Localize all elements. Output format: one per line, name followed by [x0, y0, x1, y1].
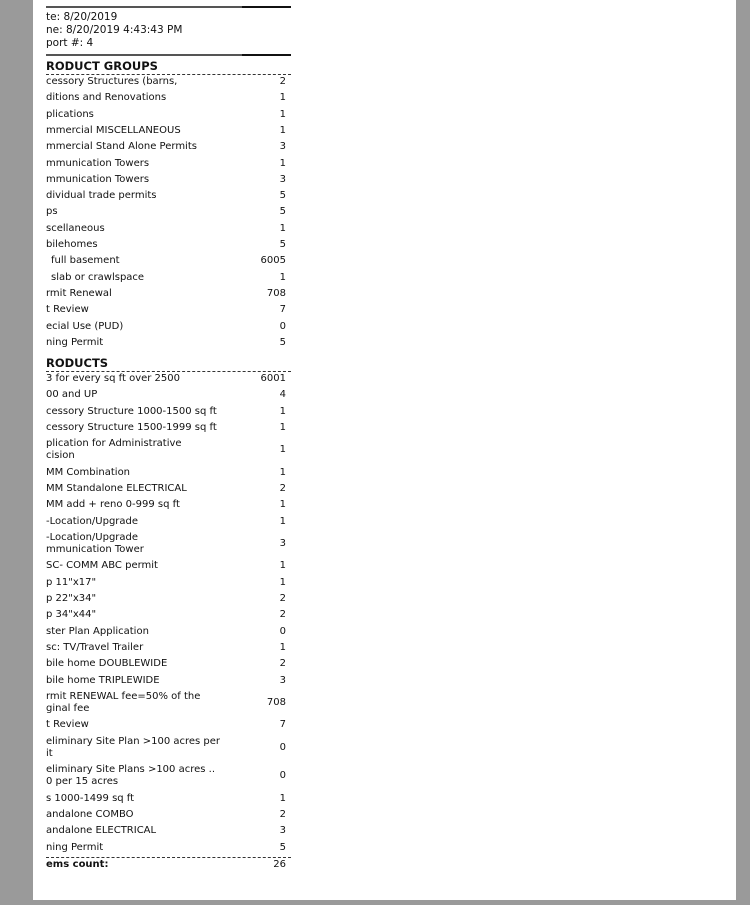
table-row [46, 206, 286, 218]
row-label: p 11"x17" [46, 576, 97, 588]
row-value: 1 [279, 157, 286, 169]
row-value: 0 [279, 741, 286, 753]
table-row [46, 675, 286, 687]
row-value: 2 [279, 483, 286, 494]
row-label: cessory Structure 1500-1999 sq ft [46, 421, 217, 433]
row-label: MM Combination [46, 466, 131, 478]
top-rule [46, 6, 291, 8]
table-row [46, 125, 286, 137]
row-label-continued: ginal fee [46, 702, 90, 714]
row-label: cessory Structure 1000-1500 sq ft [46, 405, 217, 417]
row-value: 5 [279, 206, 286, 218]
row-label: MM Standalone ELECTRICAL [46, 483, 187, 494]
row-label: eliminary Site Plans >100 acres .. [46, 764, 216, 776]
table-row [46, 255, 286, 267]
row-value: 1 [279, 444, 286, 456]
report-number: port #: 4 [46, 37, 94, 49]
table-row [46, 272, 286, 284]
row-value: 5 [279, 841, 286, 853]
table-row [46, 337, 286, 349]
row-value: 3 [279, 825, 286, 837]
table-row [46, 92, 286, 104]
table-row [46, 691, 286, 715]
table-row [46, 499, 286, 511]
products-divider [46, 371, 291, 372]
row-value: 3 [279, 141, 286, 153]
row-value: 1 [279, 222, 286, 234]
table-row [46, 593, 286, 605]
table-row [46, 141, 286, 153]
row-label: -Location/Upgrade [46, 531, 139, 543]
row-value: 1 [279, 271, 286, 283]
row-value: 1 [279, 405, 286, 417]
row-label: andalone COMBO [46, 808, 134, 820]
row-value: 1 [279, 499, 286, 511]
row-value: 1 [279, 421, 286, 433]
row-value: 3 [279, 173, 286, 185]
row-label: rmit Renewal [46, 287, 112, 299]
row-label-continued: it [46, 747, 53, 759]
items-count-row [46, 859, 286, 871]
product-groups-divider [46, 74, 291, 75]
table-row [46, 373, 286, 385]
table-row [46, 483, 286, 495]
row-value: 1 [279, 108, 286, 120]
row-value: 1 [279, 515, 286, 527]
row-label: rmit RENEWAL fee=50% of the [46, 690, 201, 702]
row-label: bilehomes [46, 239, 98, 250]
row-label: 00 and UP [46, 389, 98, 401]
product-groups-heading: RODUCT GROUPS [46, 59, 158, 73]
table-row [46, 288, 286, 300]
row-value: 1 [279, 466, 286, 478]
table-row [46, 321, 286, 333]
row-label: scellaneous [46, 222, 105, 234]
table-row [46, 642, 286, 654]
table-row [46, 239, 286, 251]
row-value: 3 [279, 674, 286, 686]
row-label: ditions and Renovations [46, 92, 167, 104]
row-label: mmunication Towers [46, 173, 150, 185]
row-label-continued: cision [46, 450, 75, 462]
row-label: ecial Use (PUD) [46, 320, 124, 332]
row-value: 1 [279, 92, 286, 104]
table-row [46, 304, 286, 316]
row-label: ning Permit [46, 336, 104, 348]
report-date: te: 8/20/2019 [46, 11, 118, 23]
table-row [46, 658, 286, 670]
report-page [33, 0, 736, 900]
row-label: -Location/Upgrade [46, 515, 139, 527]
table-row [46, 609, 286, 621]
table-row [46, 158, 286, 170]
row-value: 4 [279, 389, 286, 401]
row-label: plication for Administrative [46, 438, 182, 450]
table-row [46, 719, 286, 731]
row-label: bile home TRIPLEWIDE [46, 674, 160, 686]
row-value: 708 [266, 696, 286, 708]
row-label: slab or crawlspace [51, 271, 145, 283]
table-row [46, 467, 286, 479]
items-count-divider [46, 857, 291, 858]
table-row [46, 626, 286, 638]
header-rule [46, 54, 291, 56]
row-label: full basement [51, 255, 120, 267]
row-value: 6005 [260, 255, 286, 267]
row-label: p 22"x34" [46, 593, 97, 604]
report-time: ne: 8/20/2019 4:43:43 PM [46, 24, 183, 36]
table-row [46, 764, 286, 788]
row-value: 6001 [260, 373, 286, 384]
table-row [46, 825, 286, 837]
row-value: 2 [279, 808, 286, 820]
row-value: 7 [279, 719, 286, 731]
row-label: cessory Structures (barns, [46, 76, 178, 87]
row-value: 0 [279, 625, 286, 637]
row-value: 0 [279, 770, 286, 782]
row-label: bile home DOUBLEWIDE [46, 658, 168, 670]
table-row [46, 516, 286, 528]
row-label: 3 for every sq ft over 2500 [46, 373, 181, 384]
row-value: 1 [279, 560, 286, 572]
table-row [46, 76, 286, 88]
row-value: 2 [279, 593, 286, 604]
row-label: ning Permit [46, 841, 104, 853]
row-label: mmunication Towers [46, 157, 150, 169]
row-label: t Review [46, 304, 89, 316]
row-value: 7 [279, 304, 286, 316]
table-row [46, 736, 286, 760]
table-row [46, 109, 286, 121]
row-label: sc: TV/Travel Trailer [46, 641, 144, 653]
table-row [46, 406, 286, 418]
row-label: andalone ELECTRICAL [46, 825, 157, 837]
row-label: p 34"x44" [46, 609, 97, 621]
table-row [46, 174, 286, 186]
table-row [46, 560, 286, 572]
row-value: 0 [279, 320, 286, 332]
row-label-continued: 0 per 15 acres [46, 776, 119, 788]
items-count-label: ems count: [46, 858, 109, 870]
table-row [46, 532, 286, 556]
row-label: ps [46, 206, 58, 218]
row-value: 708 [266, 287, 286, 299]
row-label: dividual trade permits [46, 190, 157, 202]
row-value: 5 [279, 336, 286, 348]
row-label: s 1000-1499 sq ft [46, 792, 135, 804]
row-value: 1 [279, 124, 286, 136]
table-row [46, 793, 286, 805]
table-row [46, 422, 286, 434]
row-label: eliminary Site Plan >100 acres per [46, 735, 221, 747]
row-value: 2 [279, 609, 286, 621]
table-row [46, 438, 286, 462]
table-row [46, 577, 286, 589]
row-label: ster Plan Application [46, 625, 149, 637]
items-count-value: 26 [273, 858, 286, 870]
row-label: mmercial Stand Alone Permits [46, 141, 197, 153]
row-label-continued: mmunication Tower [46, 543, 144, 555]
table-row [46, 223, 286, 235]
table-row [46, 389, 286, 401]
row-label: mmercial MISCELLANEOUS [46, 124, 181, 136]
row-label: MM add + reno 0-999 sq ft [46, 499, 180, 511]
row-value: 1 [279, 792, 286, 804]
row-value: 1 [279, 576, 286, 588]
row-value: 2 [279, 76, 286, 87]
table-row [46, 190, 286, 202]
row-value: 1 [279, 641, 286, 653]
row-label: SC- COMM ABC permit [46, 560, 158, 572]
row-label: plications [46, 108, 94, 120]
row-value: 2 [279, 658, 286, 670]
row-value: 5 [279, 190, 286, 202]
row-value: 3 [279, 537, 286, 549]
table-row [46, 842, 286, 854]
products-heading: RODUCTS [46, 356, 109, 370]
table-row [46, 809, 286, 821]
row-label: t Review [46, 719, 89, 731]
row-value: 5 [279, 239, 286, 250]
